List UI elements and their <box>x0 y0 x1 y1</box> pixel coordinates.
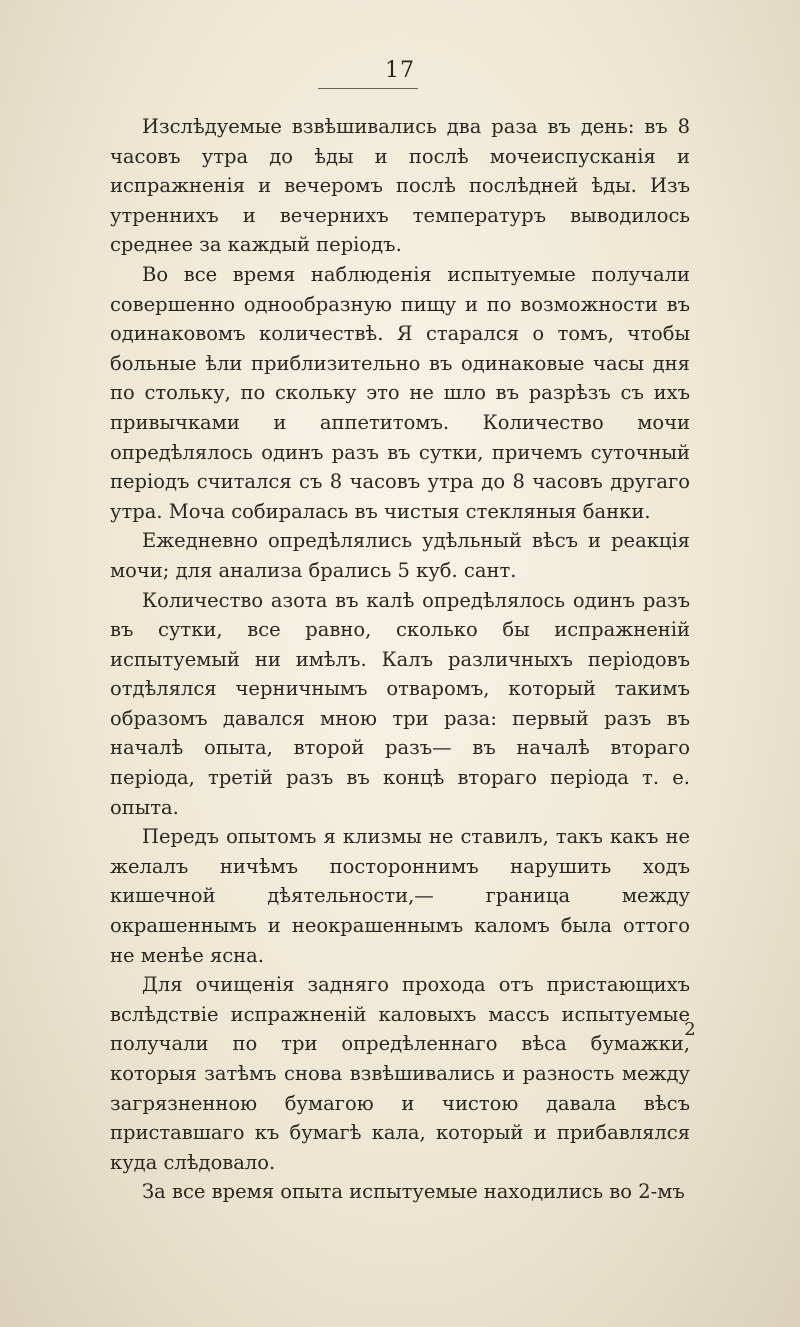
page-number: 17 <box>385 58 415 83</box>
paragraph-cleaning: Для очищенія задняго прохода отъ пристающихъ вслѣдствіе испражненій каловыхъ массъ испытуемые получали по три опредѣленнаго вѣса бумажки, которыя затѣмъ снова взвѣшивались и разность между загрязненною бумагою и чистою давала вѣсъ приставшаго къ бумагѣ кала, который и прибавлялся куда слѣдовало. <box>110 973 690 1174</box>
paragraph-urine: Ежедневно опредѣлялись удѣльный вѣсъ и реакція мочи; для анализа брались 5 куб. сант. <box>110 529 690 582</box>
header-rule <box>318 88 418 89</box>
paragraph-weighing: Изслѣдуемые взвѣшивались два раза въ день: въ 8 часовъ утра до ѣды и послѣ мочеиспусканія и испражненія и вечеромъ послѣ послѣдней ѣды. Изъ утреннихъ и вечернихъ температуръ выводилось среднее за каждый періодъ. <box>110 115 690 257</box>
paragraph-nitrogen: Количество азота въ калѣ опредѣлялось одинъ разъ въ сутки, все равно, сколько бы испражненій испытуемый ни имѣлъ. Калъ различныхъ періодовъ отдѣлялся черничнымъ отваромъ, который такимъ образомъ давался мною три раза: первый разъ въ началѣ опыта, второй разъ— въ началѣ втораго періода, третій разъ въ концѣ втораго періода т. е. опыта. <box>110 588 690 819</box>
paragraph-diet: Во все время наблюденія испытуемые получали совершенно однообразную пищу и по возможности въ одинаковомъ количествѣ. Я старался о томъ, чтобы больные ѣли приблизительно въ одинаковые часы дня по стольку, по скольку это не шло въ разрѣзъ съ ихъ привычками и аппетитомъ. Количество мочи опредѣлялось одинъ разъ въ сутки, причемъ суточный періодъ считался съ 8 часовъ утра до 8 часовъ другаго утра. Моча собиралась въ чистыя стекляныя банки. <box>110 262 690 523</box>
paragraph-continuation: За все время опыта испытуемые находились во 2-мъ <box>142 1180 685 1204</box>
paragraph-enema: Передъ опытомъ я клизмы не ставилъ, такъ какъ не желалъ ничѣмъ постороннимъ нарушить ходъ кишечной дѣятельности,— граница между окрашеннымъ и неокрашеннымъ каломъ была оттого не менѣе ясна. <box>110 825 690 967</box>
signature-mark: 2 <box>684 1019 696 1040</box>
body-text <box>110 112 690 1207</box>
